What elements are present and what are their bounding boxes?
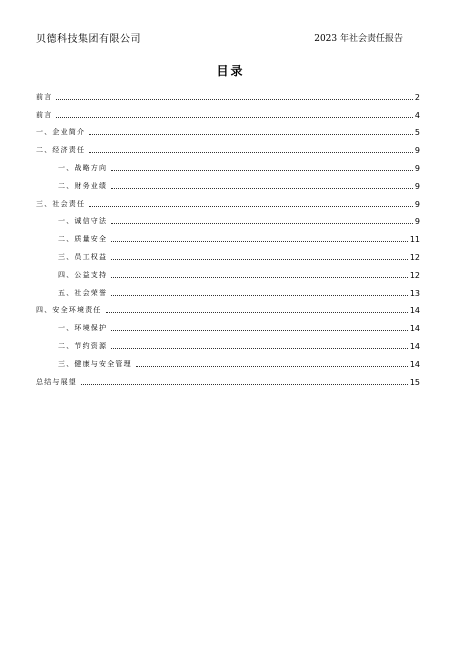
toc-entry[interactable] [36,102,420,120]
toc-entry-label: 五、社会荣誉 [58,288,108,297]
toc-entry[interactable] [36,280,420,298]
toc-entry[interactable] [36,226,420,244]
toc-entry-page: 14 [409,324,420,334]
toc-leader-dots [111,295,408,296]
toc-entry[interactable] [36,191,420,209]
toc-leader-dots [136,366,408,367]
toc-entry[interactable] [36,262,420,280]
toc-entry[interactable] [36,298,420,316]
toc-leader-dots [111,223,413,224]
toc-entry[interactable] [36,369,420,387]
toc-leader-dots [111,188,413,189]
toc-entry-page: 5 [414,128,420,138]
toc-entry[interactable] [36,84,420,102]
toc-leader-dots [56,117,413,118]
toc-leader-dots [111,170,413,171]
toc-entry-label: 前言 [36,110,53,119]
toc-entry[interactable] [36,209,420,227]
toc-entry-page: 4 [414,110,420,120]
toc-entry-label: 一、环境保护 [58,324,108,333]
toc-entry-page: 12 [409,252,420,262]
toc-entry-page: 13 [409,288,420,298]
toc-entry[interactable] [36,333,420,351]
toc-entry[interactable] [36,244,420,262]
toc-entry[interactable] [36,351,420,369]
toc-entry-page: 9 [414,217,420,227]
toc-entry-label: 总结与展望 [36,377,77,386]
toc-entry[interactable] [36,173,420,191]
toc-entry[interactable] [36,137,420,155]
toc-entry-label: 一、企业简介 [36,128,86,137]
toc-entry-label: 一、战略方向 [58,163,108,172]
toc-entry-page: 9 [414,181,420,191]
toc-entry-page: 2 [414,92,420,102]
toc-entry-label: 三、员工权益 [58,252,108,261]
toc-entry-label: 二、质量安全 [58,235,108,244]
toc-leader-dots [111,277,408,278]
toc-entry-page: 15 [409,377,420,387]
toc-entry-label: 二、经济责任 [36,146,86,155]
toc-entry-label: 二、节约资源 [58,341,108,350]
toc-leader-dots [89,152,413,153]
toc-entry-label: 二、财务业绩 [58,181,108,190]
toc-entry[interactable] [36,155,420,173]
toc-entry-page: 12 [409,270,420,280]
toc-entry-label: 前言 [36,92,53,101]
toc-entry-page: 9 [414,146,420,156]
toc-leader-dots [89,206,413,207]
toc-leader-dots [81,384,408,385]
toc-leader-dots [111,348,408,349]
toc-leader-dots [111,241,408,242]
company-name: 贝德科技集团有限公司 [36,34,141,45]
toc-leader-dots [89,134,413,135]
toc-entry[interactable] [36,120,420,138]
toc-leader-dots [111,330,408,331]
toc-entry-label: 四、公益支持 [58,270,108,279]
toc-entry-page: 14 [409,359,420,369]
toc-entry-page: 9 [414,163,420,173]
toc-entry-label: 一、诚信守法 [58,217,108,226]
toc-entry[interactable] [36,315,420,333]
toc-entry-label: 四、安全环境责任 [36,306,102,315]
table-of-contents [36,84,420,387]
page-title: 目录 [216,64,245,78]
toc-entry-page: 14 [409,306,420,316]
toc-entry-page: 11 [409,235,420,245]
toc-entry-page: 14 [409,341,420,351]
toc-entry-label: 三、社会责任 [36,199,86,208]
report-title: 2023 年社会责任报告 [314,34,403,44]
toc-entry-page: 9 [414,199,420,209]
toc-leader-dots [106,312,408,313]
toc-leader-dots [111,259,408,260]
toc-leader-dots [56,99,413,100]
toc-entry-label: 三、健康与安全管理 [58,359,132,368]
